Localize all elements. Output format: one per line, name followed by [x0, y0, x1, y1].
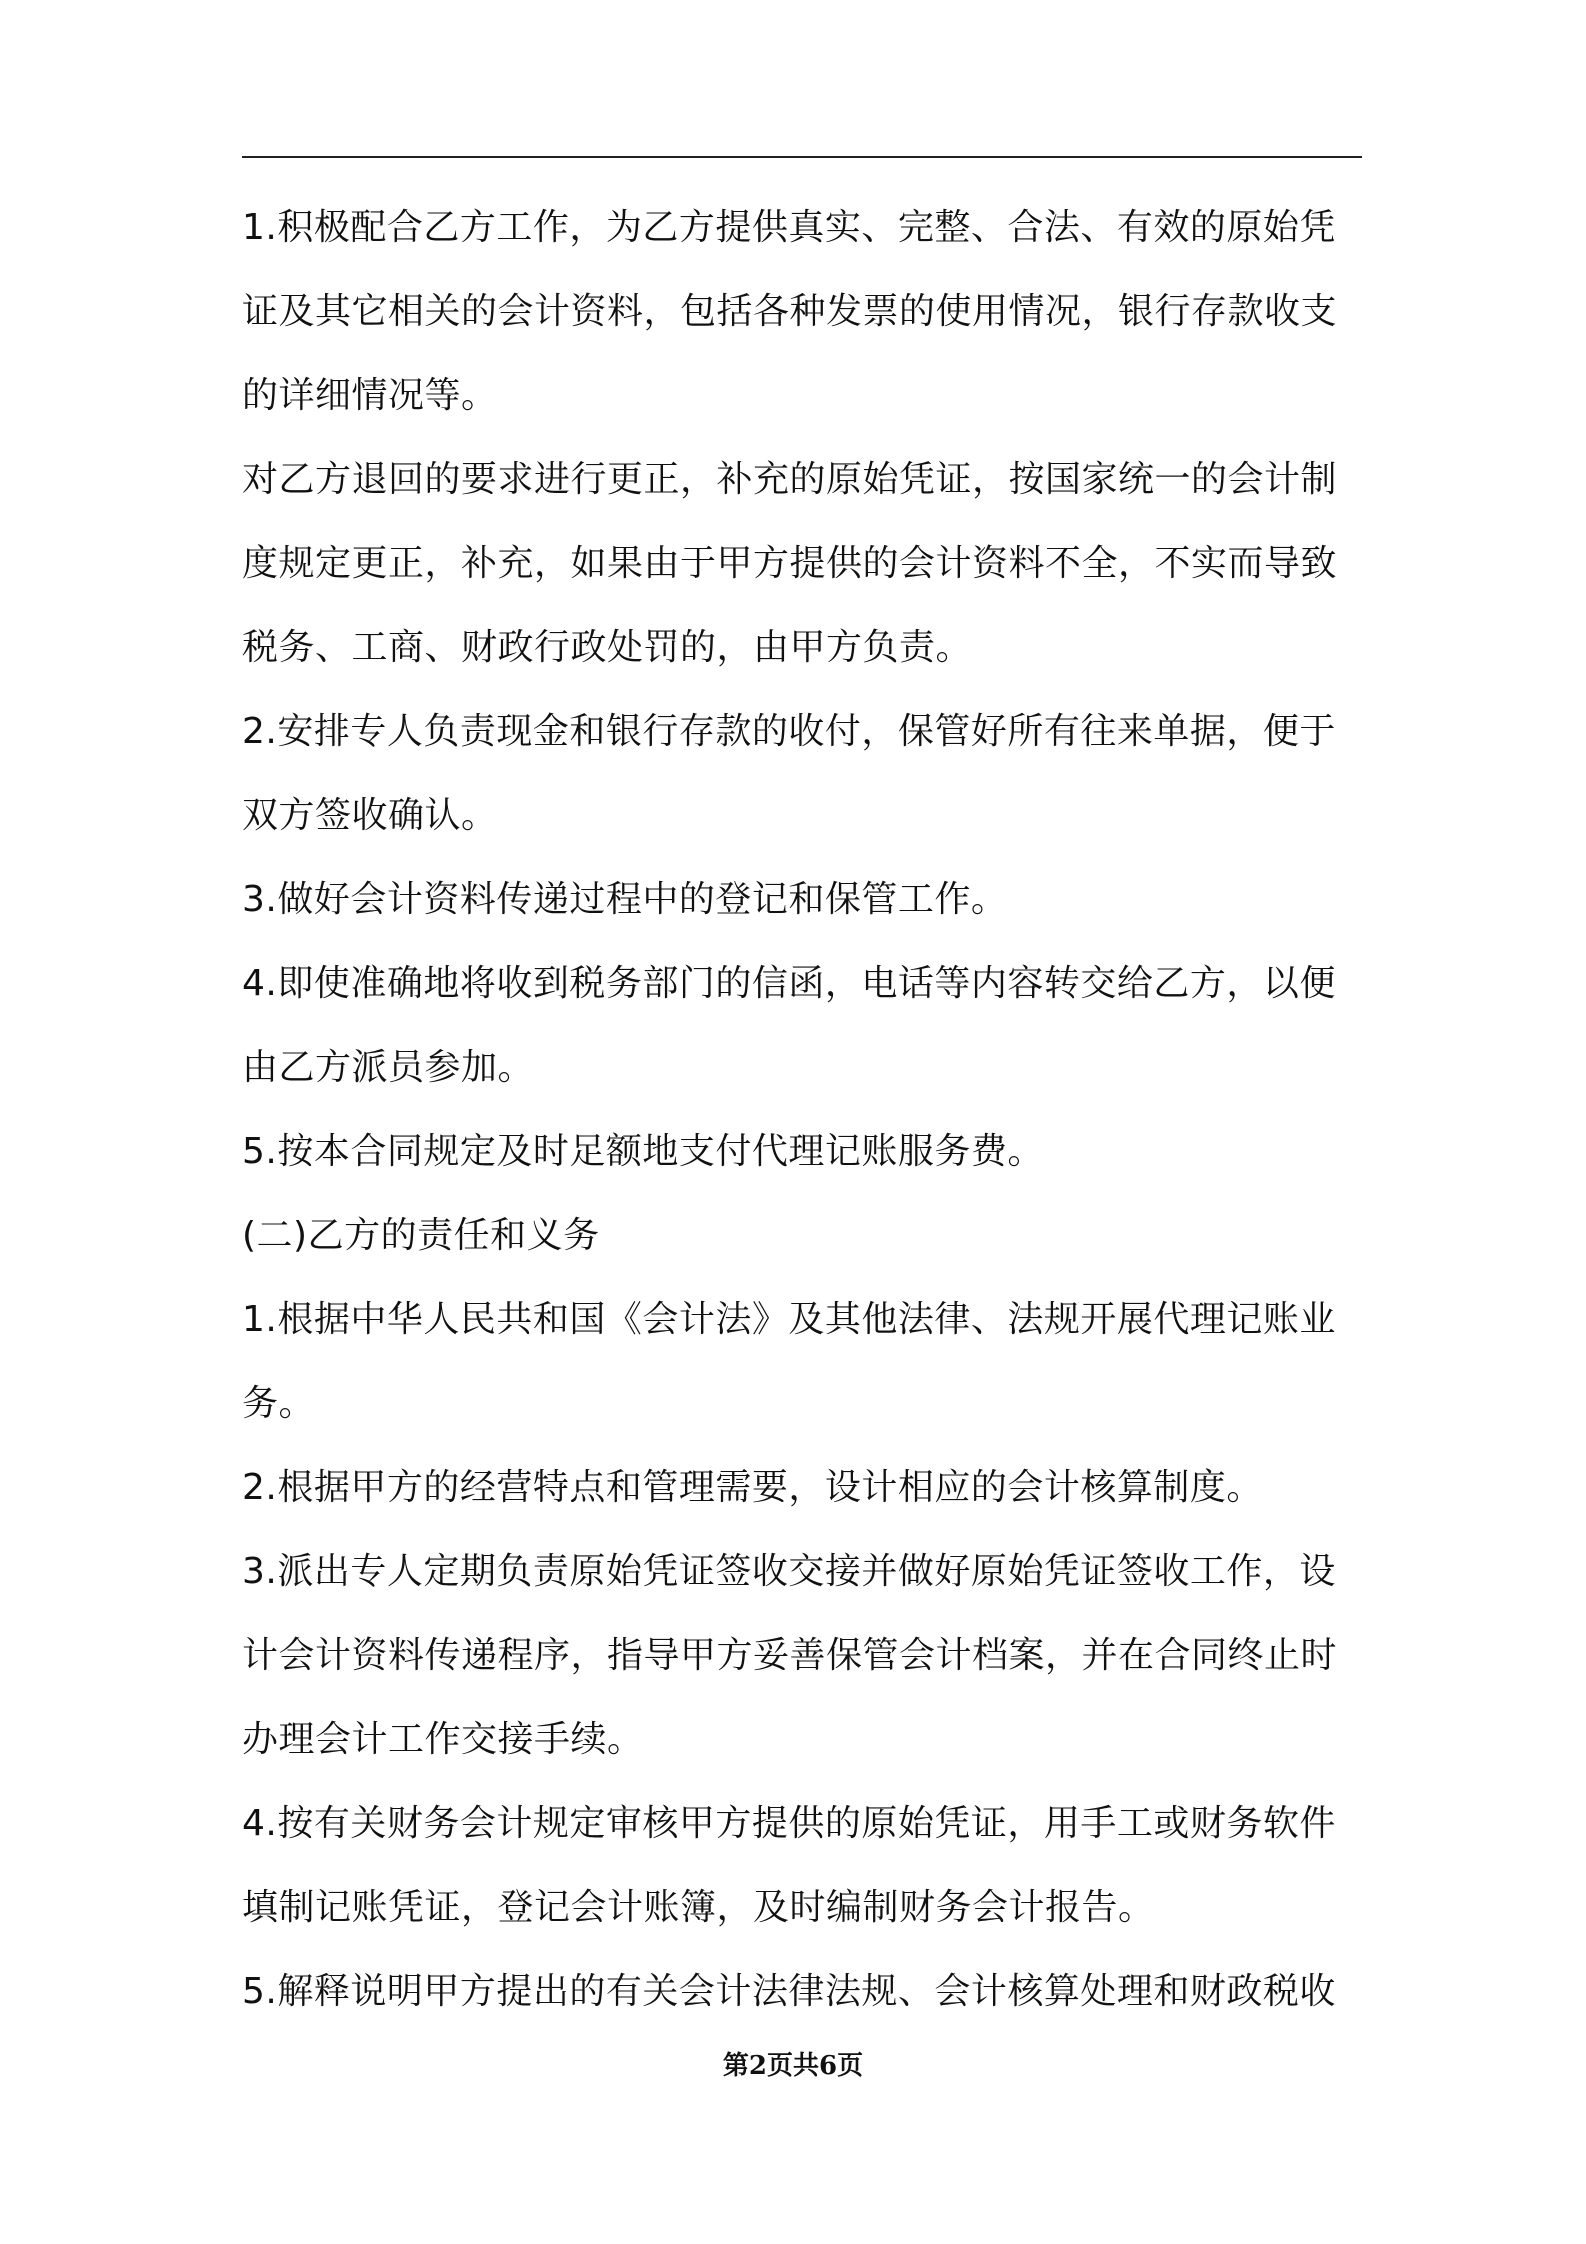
text-line: 3.派出专人定期负责原始凭证签收交接并做好原始凭证签收工作，设 [242, 1551, 1336, 1592]
text-line: 务。 [242, 1383, 316, 1424]
text-line: 4.按有关财务会计规定审核甲方提供的原始凭证，用手工或财务软件 [242, 1803, 1336, 1844]
text-line: 2.安排专人负责现金和银行存款的收付，保管好所有往来单据，便于 [242, 711, 1336, 752]
header-rule [242, 156, 1362, 158]
text-line: 3.做好会计资料传递过程中的登记和保管工作。 [242, 879, 1008, 920]
text-line: 税务、工商、财政行政处罚的，由甲方负责。 [242, 627, 973, 668]
text-line: 5.按本合同规定及时足额地支付代理记账服务费。 [242, 1131, 1044, 1172]
text-line: 证及其它相关的会计资料，包括各种发票的使用情况，银行存款收支 [242, 291, 1338, 332]
section-heading: (二)乙方的责任和义务 [242, 1215, 600, 1256]
body-text [242, 186, 1362, 2034]
text-line: 的详细情况等。 [242, 375, 498, 416]
text-line: 双方签收确认。 [242, 795, 498, 836]
text-line: 4.即使准确地将收到税务部门的信函，电话等内容转交给乙方，以便 [242, 963, 1336, 1004]
text-line: 1.积极配合乙方工作，为乙方提供真实、完整、合法、有效的原始凭 [242, 207, 1336, 248]
text-line: 对乙方退回的要求进行更正，补充的原始凭证，按国家统一的会计制 [242, 459, 1338, 500]
page-number: 第2页共6页 [722, 2051, 864, 2081]
text-line: 计会计资料传递程序，指导甲方妥善保管会计档案，并在合同终止时 [242, 1635, 1338, 1676]
text-line: 办理会计工作交接手续。 [242, 1719, 644, 1760]
text-line: 1.根据中华人民共和国《会计法》及其他法律、法规开展代理记账业 [242, 1299, 1336, 1340]
text-line: 度规定更正，补充，如果由于甲方提供的会计资料不全，不实而导致 [242, 543, 1338, 584]
text-line: 2.根据甲方的经营特点和管理需要，设计相应的会计核算制度。 [242, 1467, 1263, 1508]
text-line: 填制记账凭证，登记会计账簿，及时编制财务会计报告。 [242, 1887, 1155, 1928]
text-line: 5.解释说明甲方提出的有关会计法律法规、会计核算处理和财政税收 [242, 1971, 1336, 2012]
text-line: 由乙方派员参加。 [242, 1047, 535, 1088]
